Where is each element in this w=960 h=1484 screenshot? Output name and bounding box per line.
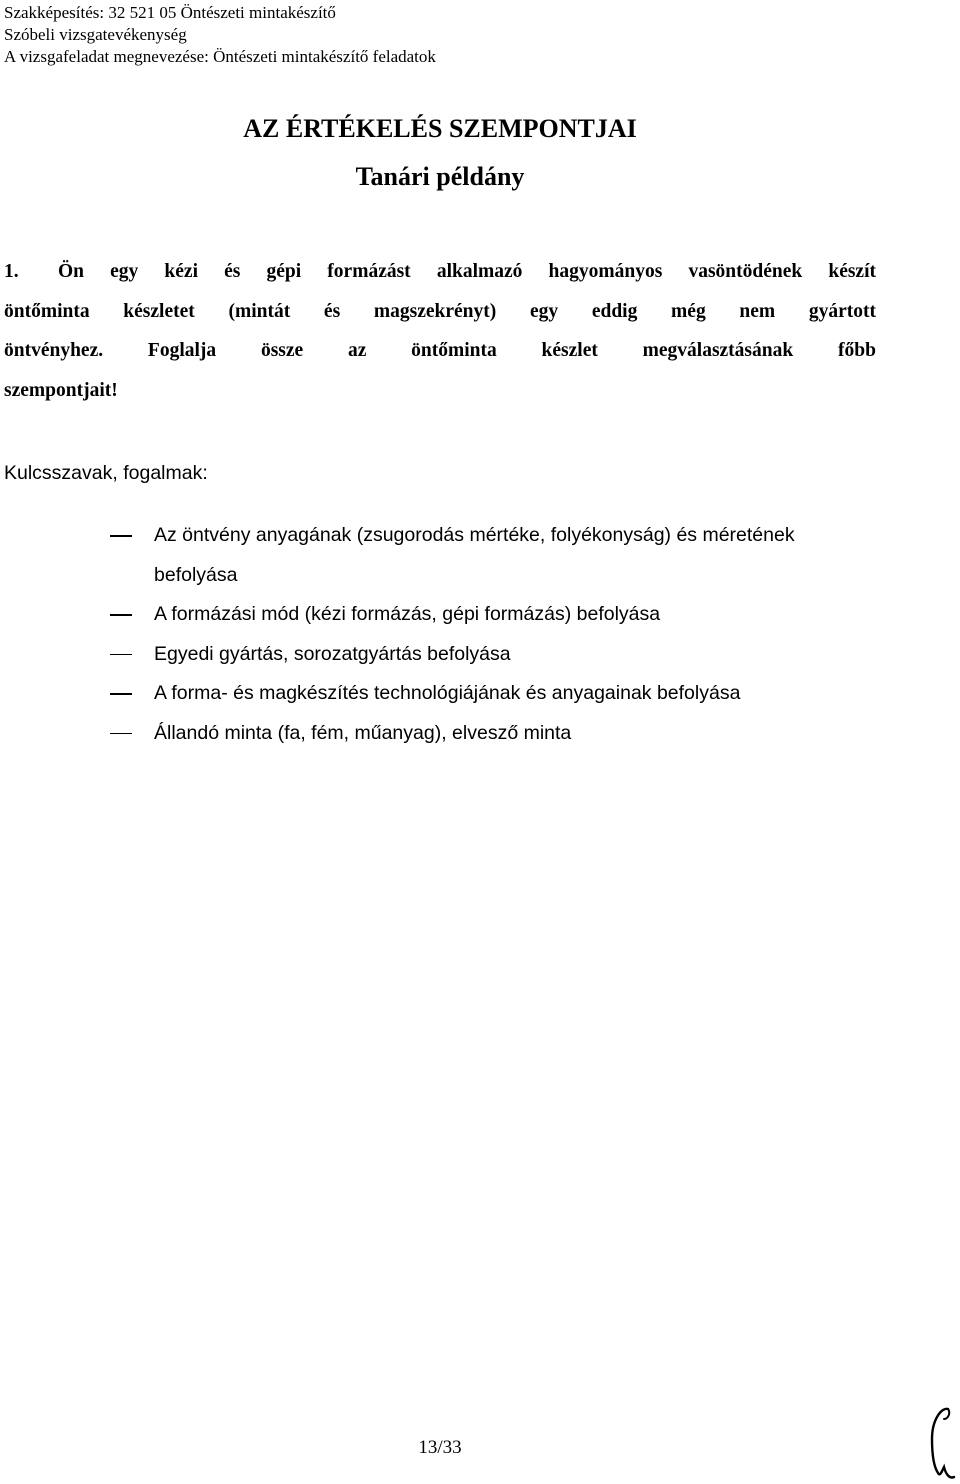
header-task-name: A vizsgafeladat megnevezése: Öntészeti mintakészítő feladatok [4, 47, 436, 66]
dash-bullet-icon [110, 693, 132, 695]
keyword-item [110, 595, 870, 635]
keyword-text: A forma- és magkészítés technológiájának és anyagainak befolyása [154, 682, 741, 704]
dash-bullet-icon [110, 733, 132, 735]
question-word: öntvényhez. [4, 340, 104, 361]
question-word: és [224, 261, 241, 282]
dash-bullet-icon [110, 614, 132, 616]
question-line [4, 331, 876, 371]
question-word: egy [110, 261, 139, 282]
question-word: hagyományos [548, 261, 663, 282]
dash-bullet-icon [110, 654, 132, 656]
signature-mark [918, 1405, 958, 1481]
question-word: szempontjait! [4, 379, 118, 401]
keyword-text: Az öntvény anyagának (zsugorodás mértéke, folyékonyság) és méretének befolyása [154, 524, 795, 586]
keyword-item [110, 635, 870, 675]
keywords-label: Kulcsszavak, fogalmak: [4, 462, 208, 484]
question-number: 1. [4, 261, 19, 282]
question-word: formázást [327, 261, 411, 282]
keyword-text: Állandó minta (fa, fém, műanyag), elvesző minta [154, 721, 572, 744]
question-word: készít [828, 261, 876, 282]
question-line [4, 252, 876, 292]
question-word: össze [260, 340, 304, 361]
question-word: nem [739, 300, 776, 322]
question-word: Foglalja [147, 340, 217, 361]
question-word: öntőminta [411, 340, 497, 361]
question-word: megválasztásának [642, 340, 794, 361]
question-word: az [347, 340, 367, 361]
document-header [4, 2, 436, 68]
header-qualification: Szakképesítés: 32 521 05 Öntészeti mintakészítő [4, 3, 336, 22]
question-word: kézi [164, 261, 198, 282]
keywords-list [110, 516, 870, 753]
header-exam-activity: Szóbeli vizsgatevékenység [4, 25, 187, 44]
question-word: gépi [266, 261, 302, 282]
keyword-item [110, 674, 870, 714]
keyword-text: Egyedi gyártás, sorozatgyártás befolyása [154, 642, 511, 665]
question-word: magszekrényt) [373, 300, 497, 322]
question-word: egy [529, 300, 559, 322]
question-word: eddig [591, 300, 638, 322]
question-word: főbb [838, 340, 876, 361]
page-number: 13/33 [418, 1437, 462, 1458]
question-word: (mintát [228, 300, 291, 322]
keyword-text: A formázási mód (kézi formázás, gépi formázás) befolyása [154, 603, 661, 625]
question-word: alkalmazó [436, 261, 523, 282]
question-word: még [671, 300, 706, 322]
question-text [4, 252, 876, 410]
keyword-item [110, 714, 870, 754]
question-word: gyártott [808, 300, 876, 322]
question-word: öntőminta [4, 300, 90, 322]
dash-bullet-icon [110, 535, 132, 537]
question-line [4, 371, 876, 411]
page-subtitle: Tanári példány [355, 162, 525, 191]
question-word: Ön [58, 261, 85, 282]
question-word: készlet [541, 340, 598, 361]
question-word: vasöntödének [688, 261, 803, 282]
question-word: és [323, 300, 341, 322]
question-block [4, 252, 876, 410]
keyword-item [110, 516, 870, 595]
question-word: készletet [123, 300, 195, 322]
question-line [4, 292, 876, 332]
page-title: AZ ÉRTÉKELÉS SZEMPONTJAI [243, 114, 637, 143]
